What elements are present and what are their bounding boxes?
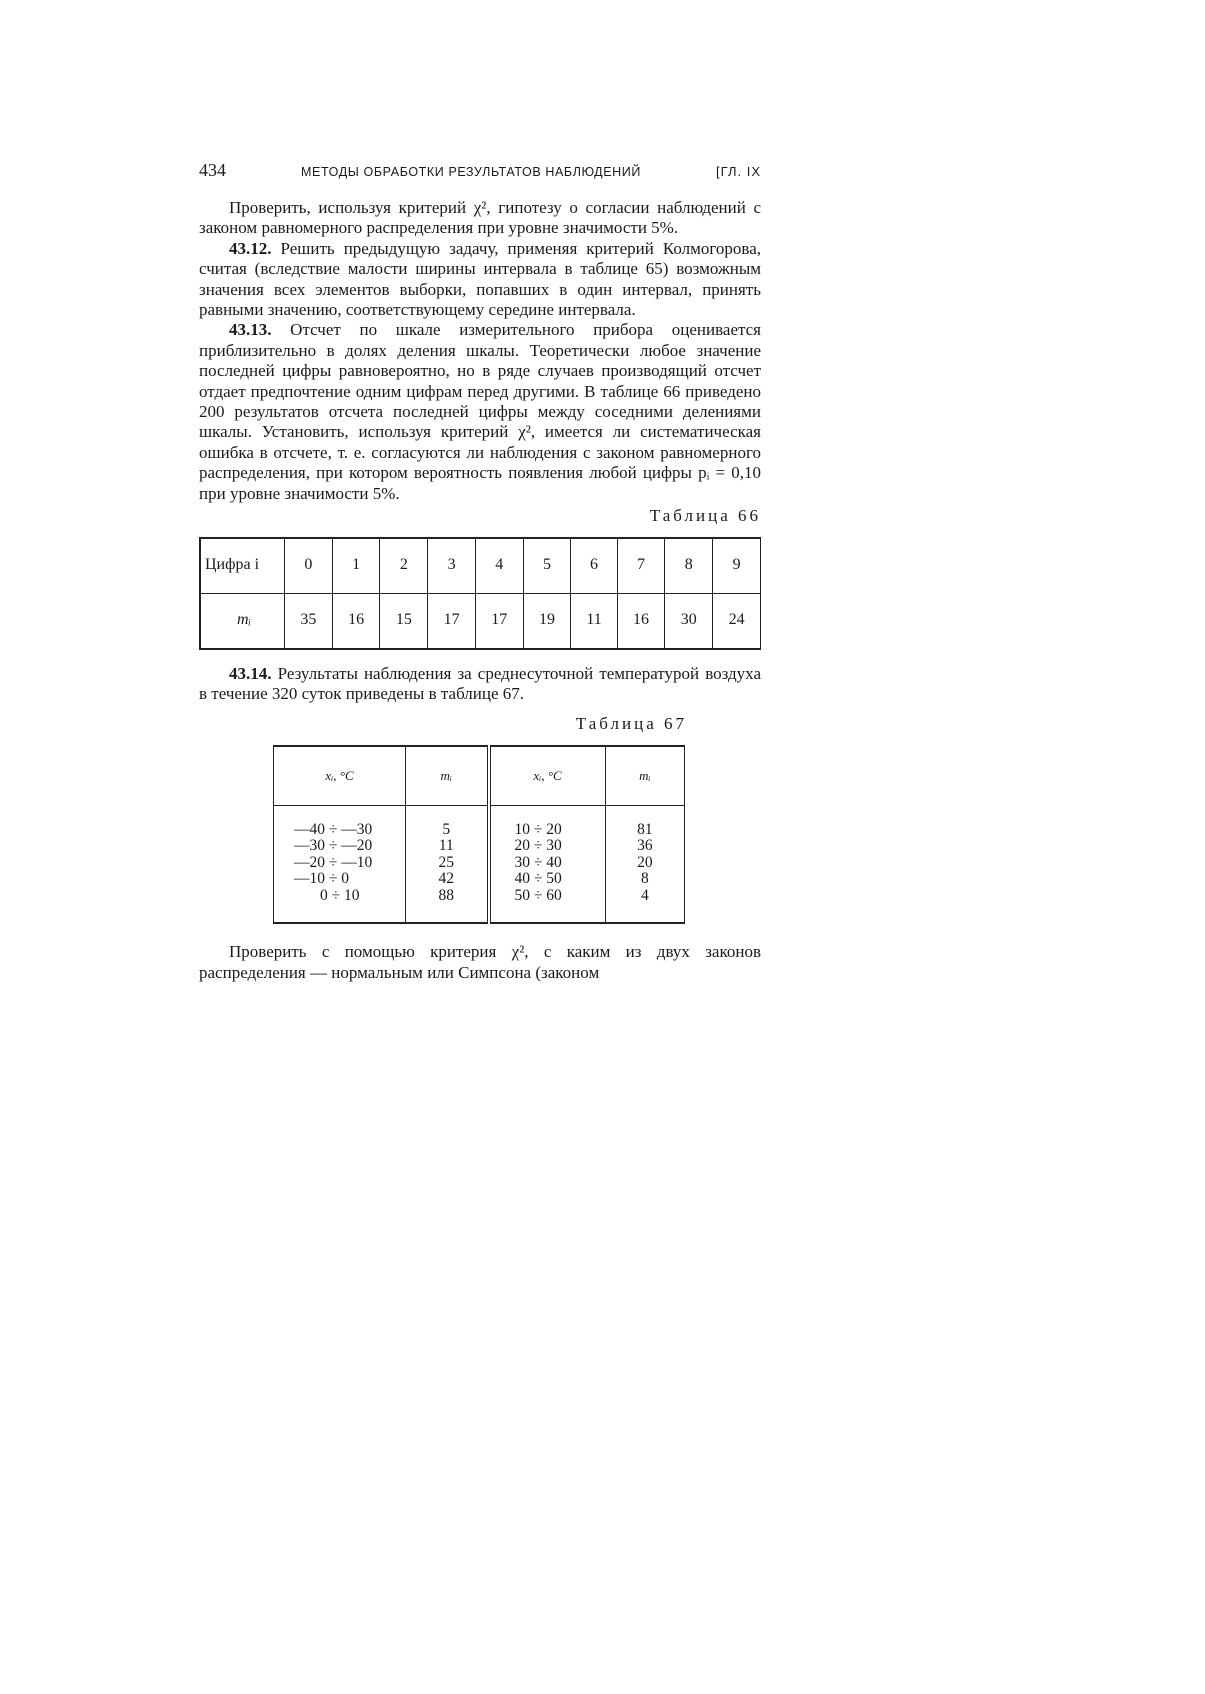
range-cell: —10 ÷ 0 (294, 870, 350, 888)
problem-43-14 (199, 664, 761, 705)
chapter-ref: [ГЛ. IX (716, 164, 761, 179)
digit-cell: 2 (380, 538, 428, 594)
problem-number: 43.14. (229, 663, 272, 683)
range-cell: 20 ÷ 30 (514, 837, 562, 855)
digit-cell: 9 (713, 538, 761, 594)
row-label-digit: Цифра i (200, 538, 285, 594)
range-cell: 50 ÷ 60 (514, 886, 562, 904)
header-temp: xᵢ, °C (274, 746, 406, 806)
digit-cell: 3 (428, 538, 476, 594)
count-cell: 11 (571, 593, 617, 649)
digit-cell: 1 (332, 538, 380, 594)
table-66 (199, 537, 761, 650)
count-column (605, 805, 684, 923)
count-cell: 25 (438, 853, 455, 871)
range-column (489, 805, 606, 923)
count-cell: 16 (617, 593, 665, 649)
table-66-caption: Таблица 66 (649, 506, 761, 526)
digit-cell: 6 (571, 538, 617, 594)
running-title: МЕТОДЫ ОБРАБОТКИ РЕЗУЛЬТАТОВ НАБЛЮДЕНИЙ (301, 165, 641, 179)
header-temp: xᵢ, °C (489, 746, 606, 806)
paragraph-intro: Проверить, используя критерий χ², гипотезу о согласии наблюдений с законом равномерного распределения при уровне значимости 5%. (199, 198, 761, 238)
count-cell: 30 (665, 593, 713, 649)
problem-text: Результаты наблюдения за среднесуточной температурой воздуха в течение 320 суток приведены в таблице 67. (199, 663, 761, 703)
book-page (199, 160, 761, 983)
range-cell: 10 ÷ 20 (514, 820, 562, 838)
problem-number: 43.13. (229, 320, 272, 340)
range-cell: 40 ÷ 50 (514, 870, 562, 888)
count-cell: 17 (428, 593, 476, 649)
range-cell: 0 ÷ 10 (320, 886, 360, 904)
count-cell: 35 (285, 593, 333, 649)
problem-text: Отсчет по шкале измерительного прибора оценивается приблизительно в долях деления шкалы. Теоретически любое значение последней цифры равновероятно, но в ряде случаев производящий отсчет отдает предпочтение одним цифрам перед другими. В таблице 66 приведено 200 результатов отсчета последней цифры между соседними делениями шкалы. Установить, используя критерий χ², имеется ли систематическая ошибка в отсчете, т. е. согласуются ли наблюдения с законом равномерного распределения, при котором вероятность появления любой цифры pᵢ = 0,10 при уровне значимости 5%. (199, 320, 761, 503)
row-label-count: mᵢ (200, 593, 285, 649)
count-cell: 15 (380, 593, 428, 649)
count-cell: 81 (637, 820, 653, 838)
problem-text: Решить предыдущую задачу, применяя критерий Колмогорова, считая (вследствие малости ширины интервала в таблице 65) возможным значения всех элементов выборки, попавших в один интервал, принять равными значению, соответствующему середине интервала. (199, 238, 761, 320)
digit-cell: 7 (617, 538, 665, 594)
table-row (274, 805, 685, 923)
problem-43-13 (199, 320, 761, 504)
digit-cell: 4 (475, 538, 523, 594)
problem-number: 43.12. (229, 238, 272, 258)
table-header-row (274, 746, 685, 806)
table-row (200, 593, 761, 649)
digit-cell: 0 (285, 538, 333, 594)
range-cell: —20 ÷ —10 (294, 853, 373, 871)
table-row (200, 538, 761, 594)
count-cell: 16 (332, 593, 380, 649)
header-count: mᵢ (406, 746, 489, 806)
count-column (406, 805, 489, 923)
count-cell: 88 (438, 886, 455, 904)
range-cell: 30 ÷ 40 (514, 853, 562, 871)
digit-cell: 5 (523, 538, 571, 594)
count-cell: 24 (713, 593, 761, 649)
count-cell: 42 (438, 870, 455, 888)
table-67-wrapper (273, 745, 685, 925)
count-cell: 11 (438, 837, 454, 855)
header-count: mᵢ (605, 746, 684, 806)
count-cell: 17 (475, 593, 523, 649)
table-67 (273, 745, 685, 925)
range-column (274, 805, 406, 923)
paragraph-final: Проверить с помощью критерия χ², с каким из двух законов распределения — нормальным или Симпсона (законом (199, 942, 761, 982)
count-cell: 5 (442, 820, 451, 838)
count-cell: 8 (640, 870, 649, 888)
count-cell: 36 (637, 837, 653, 855)
digit-cell: 8 (665, 538, 713, 594)
table-67-caption: Таблица 67 (575, 714, 687, 734)
range-cell: —30 ÷ —20 (294, 837, 373, 855)
page-number: 434 (199, 160, 226, 180)
count-cell: 20 (637, 853, 653, 871)
count-cell: 19 (523, 593, 571, 649)
page-header (199, 160, 761, 182)
range-cell: —40 ÷ —30 (294, 820, 373, 838)
count-cell: 4 (640, 886, 649, 904)
problem-43-12 (199, 239, 761, 321)
